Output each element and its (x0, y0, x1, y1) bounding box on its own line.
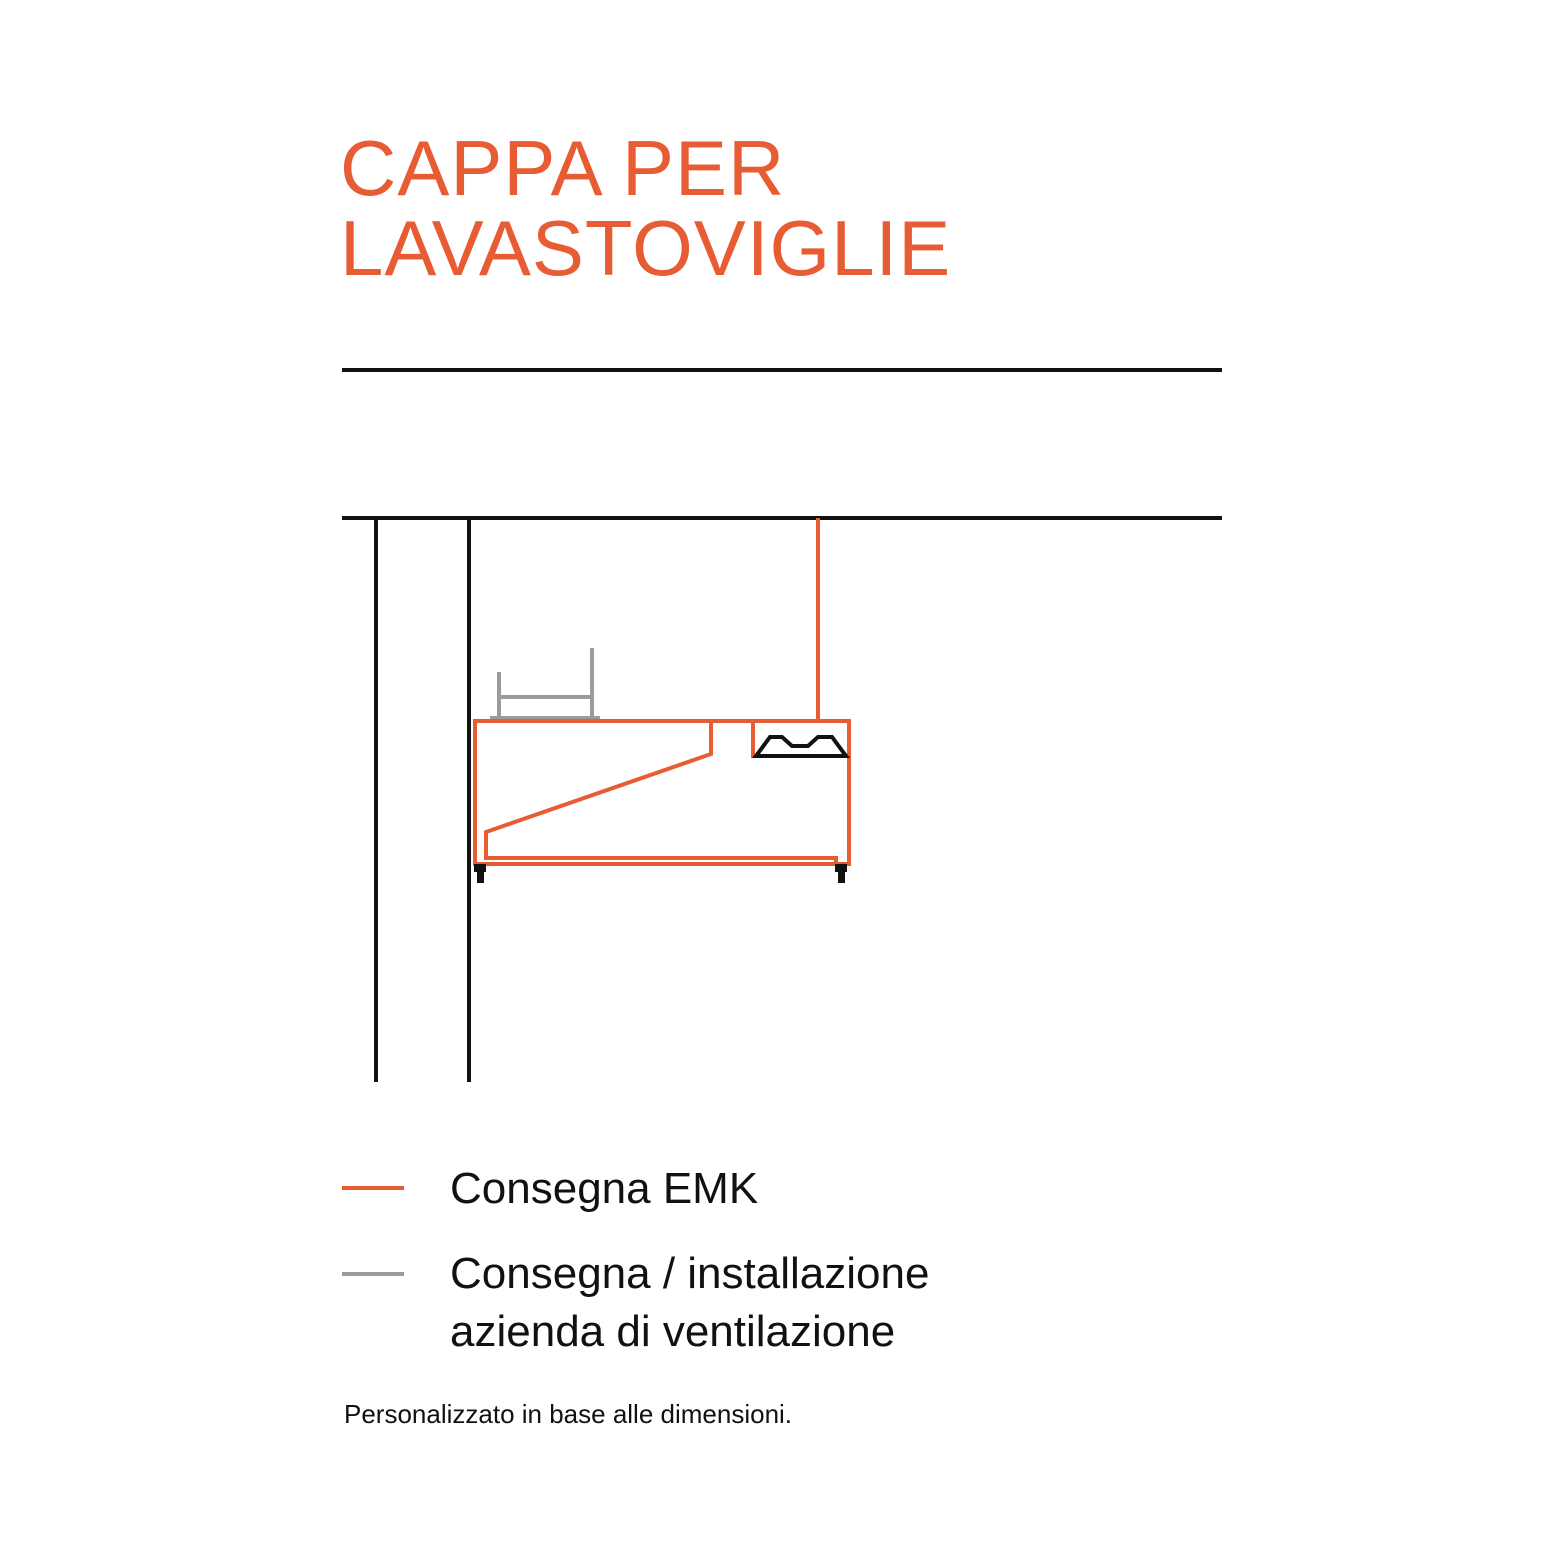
hood-feet (474, 864, 847, 883)
legend-label-line: Consegna / installazione (450, 1249, 930, 1298)
title-line-1: CAPPA PER (340, 124, 786, 212)
ventilation-connection (490, 648, 600, 720)
legend-label-emk (450, 1160, 758, 1218)
hood-body (475, 518, 849, 864)
legend-swatch-orange (342, 1186, 404, 1190)
foot-right (835, 864, 847, 872)
legend-label-ventilation (450, 1245, 929, 1361)
hood-outline (475, 721, 849, 864)
hood-baffle (486, 721, 836, 864)
title-line-2: LAVASTOVIGLIE (340, 204, 952, 292)
legend-swatch-gray (342, 1272, 404, 1276)
legend-label-line: azienda di ventilazione (450, 1307, 896, 1356)
grease-filter (756, 737, 846, 756)
footnote: Personalizzato in base alle dimensioni. (344, 1399, 793, 1429)
foot-left (474, 864, 486, 872)
legend-label-line: Consegna EMK (450, 1164, 759, 1213)
